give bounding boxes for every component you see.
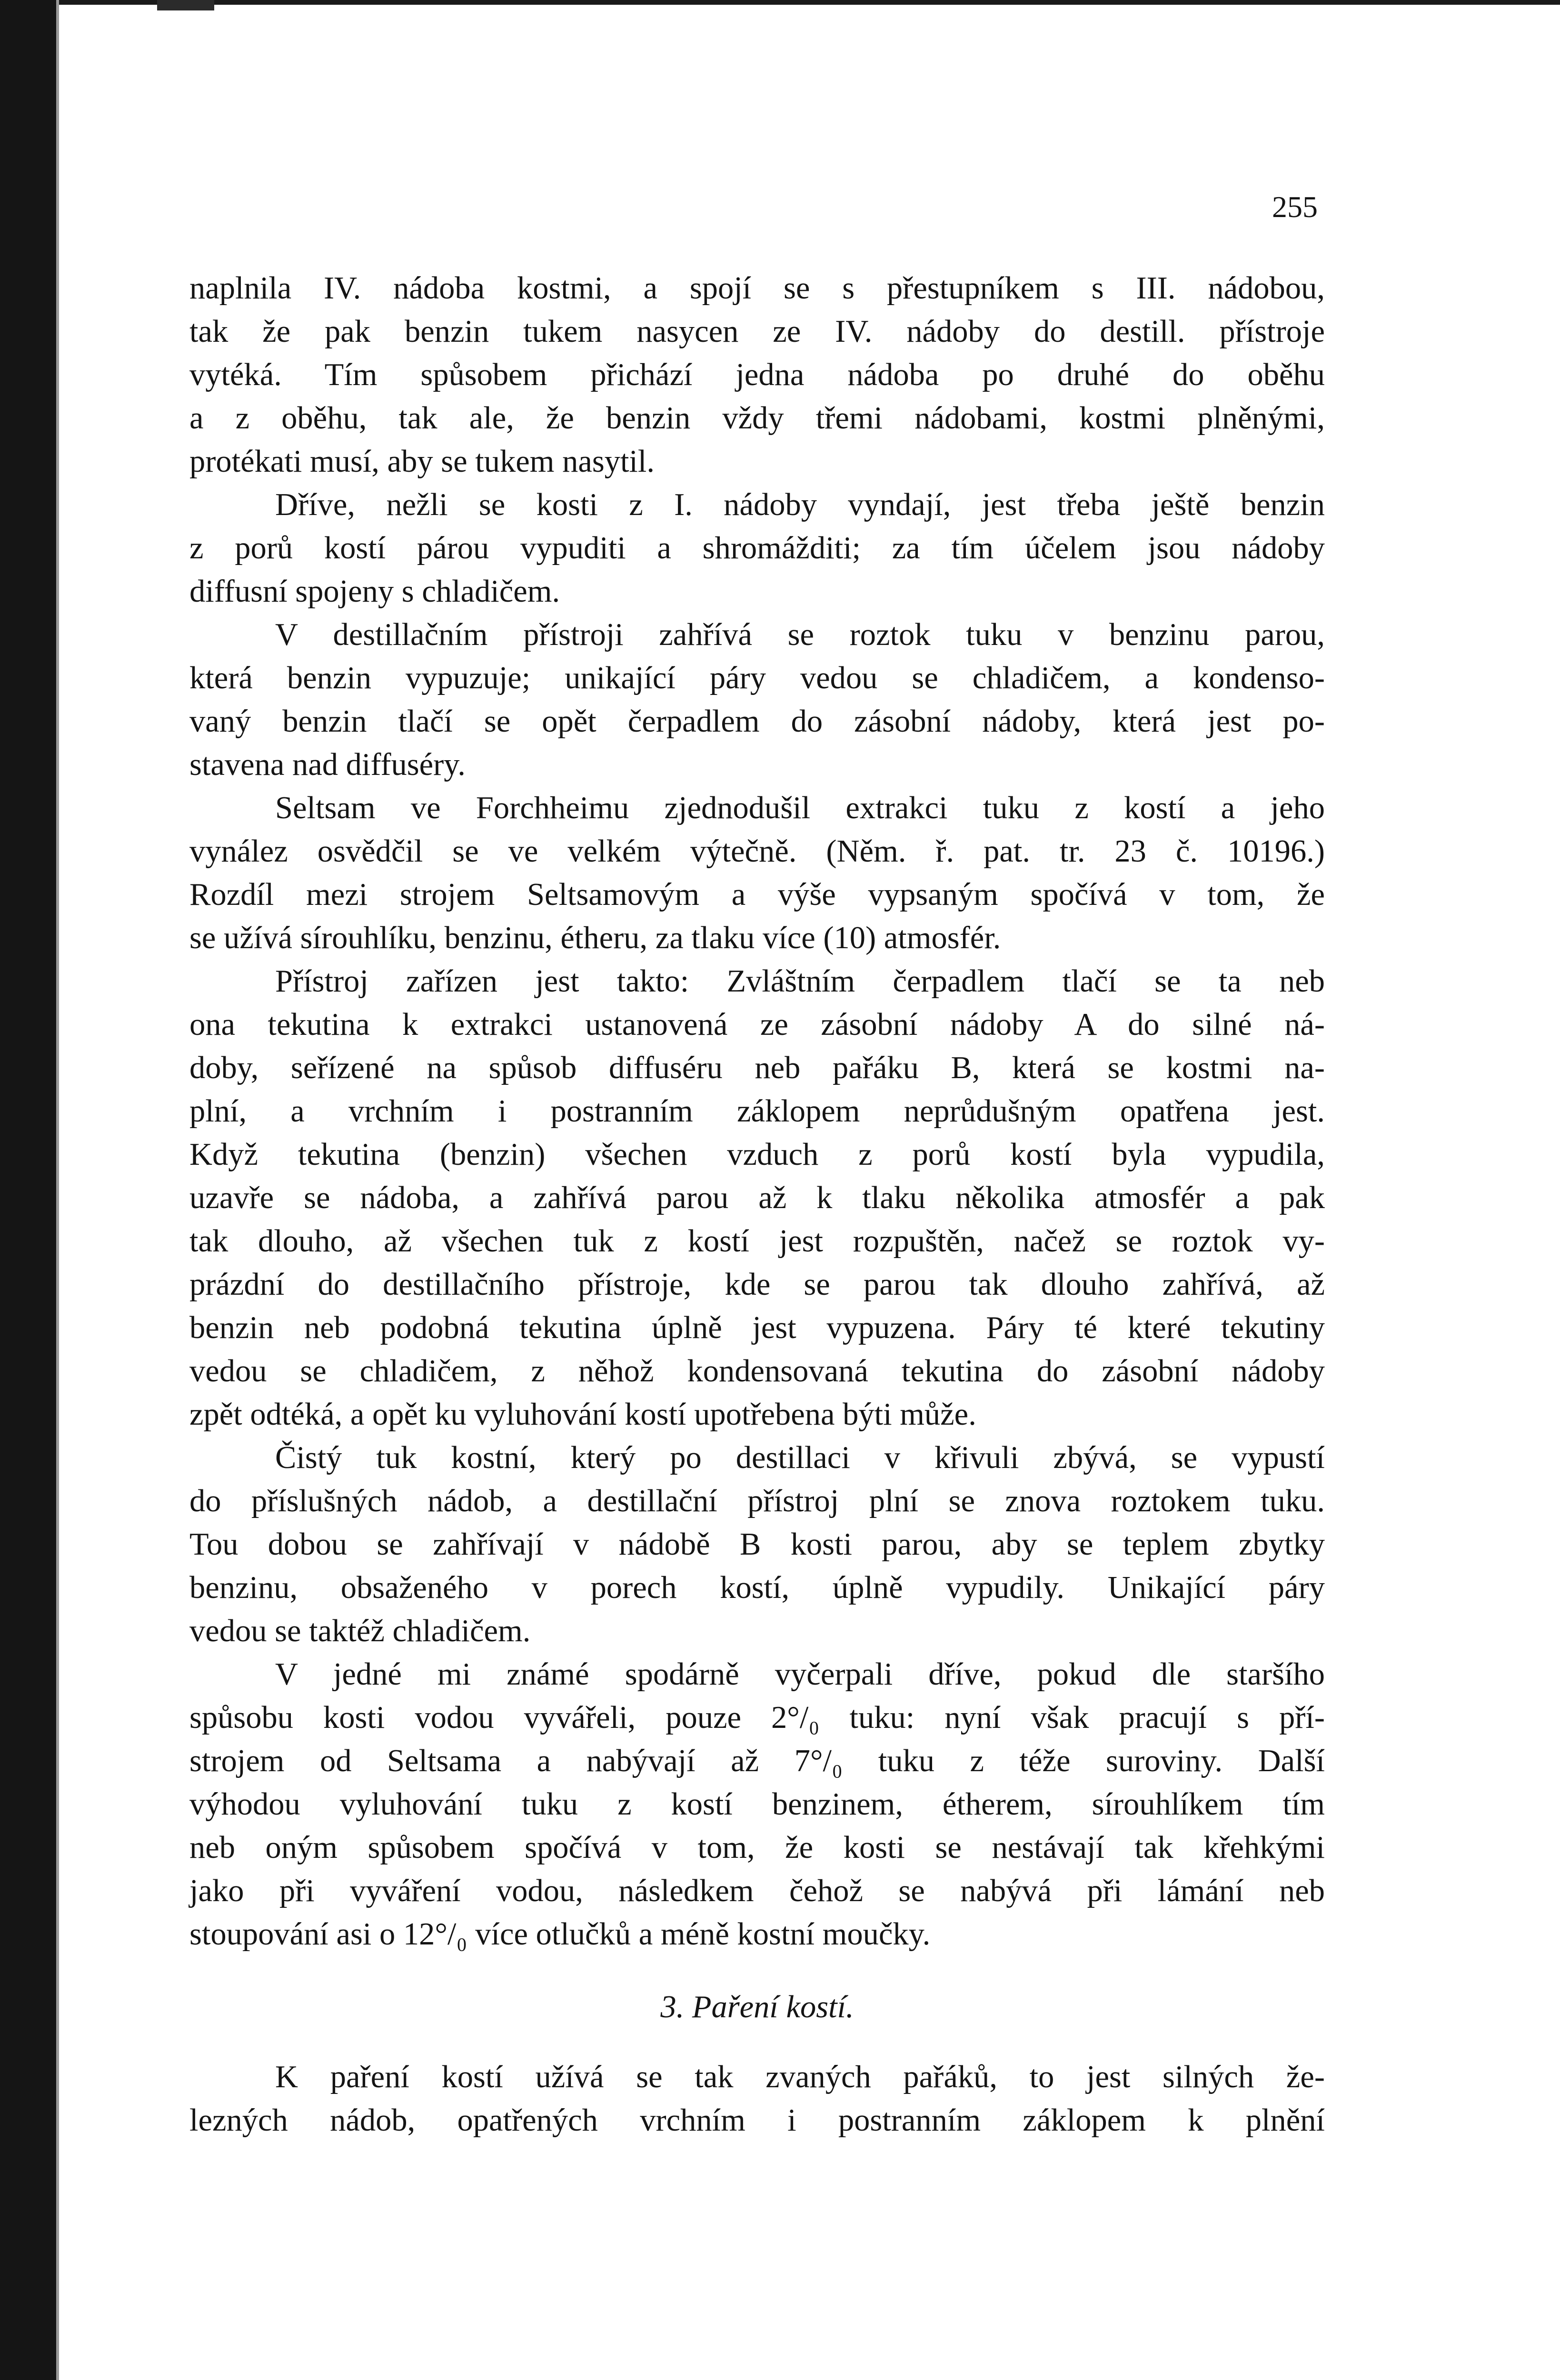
text-line: výhodou vyluhování tuku z kostí benzinem, étherem, sírouhlíkem tím [189, 1787, 1325, 1822]
scan-edge-left-shade [56, 0, 59, 2380]
text-line: tak dlouho, až všechen tuk z kostí jest rozpuštěn, načež se roztok vy- [189, 1224, 1325, 1259]
text-line: Seltsam ve Forchheimu zjednodušil extrakci tuku z kostí a jeho [275, 791, 1325, 825]
section-heading: 3. Paření kostí. [660, 1990, 854, 2024]
text-line: zpět odtéká, a opět ku vyluhování kostí upotřebena býti může. [189, 1397, 976, 1432]
page-number: 255 [1272, 190, 1318, 224]
text-line: diffusní spojeny s chladičem. [189, 574, 560, 609]
text-line: vytéká. Tím spůsobem přichází jedna nádoba po druhé do oběhu [189, 357, 1325, 392]
text-line: do příslušných nádob, a destillační přístroj plní se znova roztokem tuku. [189, 1484, 1325, 1518]
text-line: uzavře se nádoba, a zahřívá parou až k tlaku několika atmosfér a pak [189, 1180, 1325, 1215]
text-line: stoupování asi o 12°/₀ více otlučků a méně kostní moučky. [189, 1917, 931, 1952]
text-line: a z oběhu, tak ale, že benzin vždy třemi nádobami, kostmi plněnými, [189, 401, 1325, 436]
page-text [189, 267, 1325, 2142]
scan-edge-left [0, 0, 56, 2380]
text-line: vedou se chladičem, z něhož kondensovaná tekutina do zásobní nádoby [189, 1354, 1325, 1388]
text-line: protékati musí, aby se tukem nasytil. [189, 444, 655, 479]
text-line: ona tekutina k extrakci ustanovená ze zásobní nádoby A do silné ná- [189, 1007, 1325, 1042]
text-line: Přístroj zařízen jest takto: Zvláštním čerpadlem tlačí se ta neb [275, 964, 1325, 999]
text-line: Rozdíl mezi strojem Seltsamovým a výše vypsaným spočívá v tom, že [189, 877, 1325, 912]
text-line: neb oným spůsobem spočívá v tom, že kosti se nestávají tak křehkými [189, 1830, 1325, 1865]
text-line: doby, seřízené na spůsob diffuséru neb pařáku B, která se kostmi na- [189, 1051, 1325, 1085]
text-line: z porů kostí párou vypuditi a shromážditi; za tím účelem jsou nádoby [189, 531, 1325, 565]
text-line: prázdní do destillačního přístroje, kde se parou tak dlouho zahřívá, až [189, 1267, 1325, 1302]
text-line: vynález osvědčil se ve velkém výtečně. (Něm. ř. pat. tr. 23 č. 10196.) [189, 834, 1325, 869]
text-line: jako při vyváření vodou, následkem čehož se nabývá při lámání neb [189, 1874, 1325, 1908]
text-line: Tou dobou se zahřívají v nádobě B kosti parou, aby se teplem zbytky [189, 1527, 1325, 1562]
scan-edge-top [0, 0, 1560, 5]
text-line: spůsobu kosti vodou vyvářeli, pouze 2°/₀ tuku: nyní však pracují s pří- [189, 1700, 1325, 1735]
text-line: naplnila IV. nádoba kostmi, a spojí se s přestupníkem s III. nádobou, [189, 271, 1325, 306]
text-line: V destillačním přístroji zahřívá se roztok tuku v benzinu parou, [275, 617, 1325, 652]
text-line: která benzin vypuzuje; unikající páry vedou se chladičem, a kondenso- [189, 661, 1325, 695]
text-line: Dříve, nežli se kosti z I. nádoby vyndají, jest třeba ještě benzin [275, 487, 1325, 522]
text-line: vaný benzin tlačí se opět čerpadlem do zásobní nádoby, která jest po- [189, 704, 1325, 739]
text-line: se užívá sírouhlíku, benzinu, étheru, za tlaku více (10) atmosfér. [189, 921, 1001, 955]
text-line: benzinu, obsaženého v porech kostí, úplně vypudily. Unikající páry [189, 1570, 1325, 1605]
text-line: vedou se taktéž chladičem. [189, 1614, 531, 1648]
text-line: Čistý tuk kostní, který po destillaci v křivuli zbývá, se vypustí [275, 1440, 1325, 1475]
text-line: benzin neb podobná tekutina úplně jest vypuzena. Páry té které tekutiny [189, 1310, 1325, 1345]
scan-edge-mark [157, 0, 214, 10]
text-line: tak že pak benzin tukem nasycen ze IV. nádoby do destill. přístroje [189, 314, 1325, 349]
text-line: stavena nad diffuséry. [189, 747, 466, 782]
text-line: Když tekutina (benzin) všechen vzduch z porů kostí byla vypudila, [189, 1137, 1325, 1172]
text-line: lezných nádob, opatřených vrchním i postranním záklopem k plnění [189, 2103, 1325, 2138]
text-line: plní, a vrchním i postranním záklopem neprůdušným opatřena jest. [189, 1094, 1325, 1129]
text-line: strojem od Seltsama a nabývají až 7°/₀ tuku z téže suroviny. Další [189, 1744, 1325, 1778]
text-line: K paření kostí užívá se tak zvaných pařáků, to jest silných že- [275, 2060, 1325, 2094]
text-line: V jedné mi známé spodárně vyčerpali dříve, pokud dle staršího [275, 1657, 1325, 1692]
